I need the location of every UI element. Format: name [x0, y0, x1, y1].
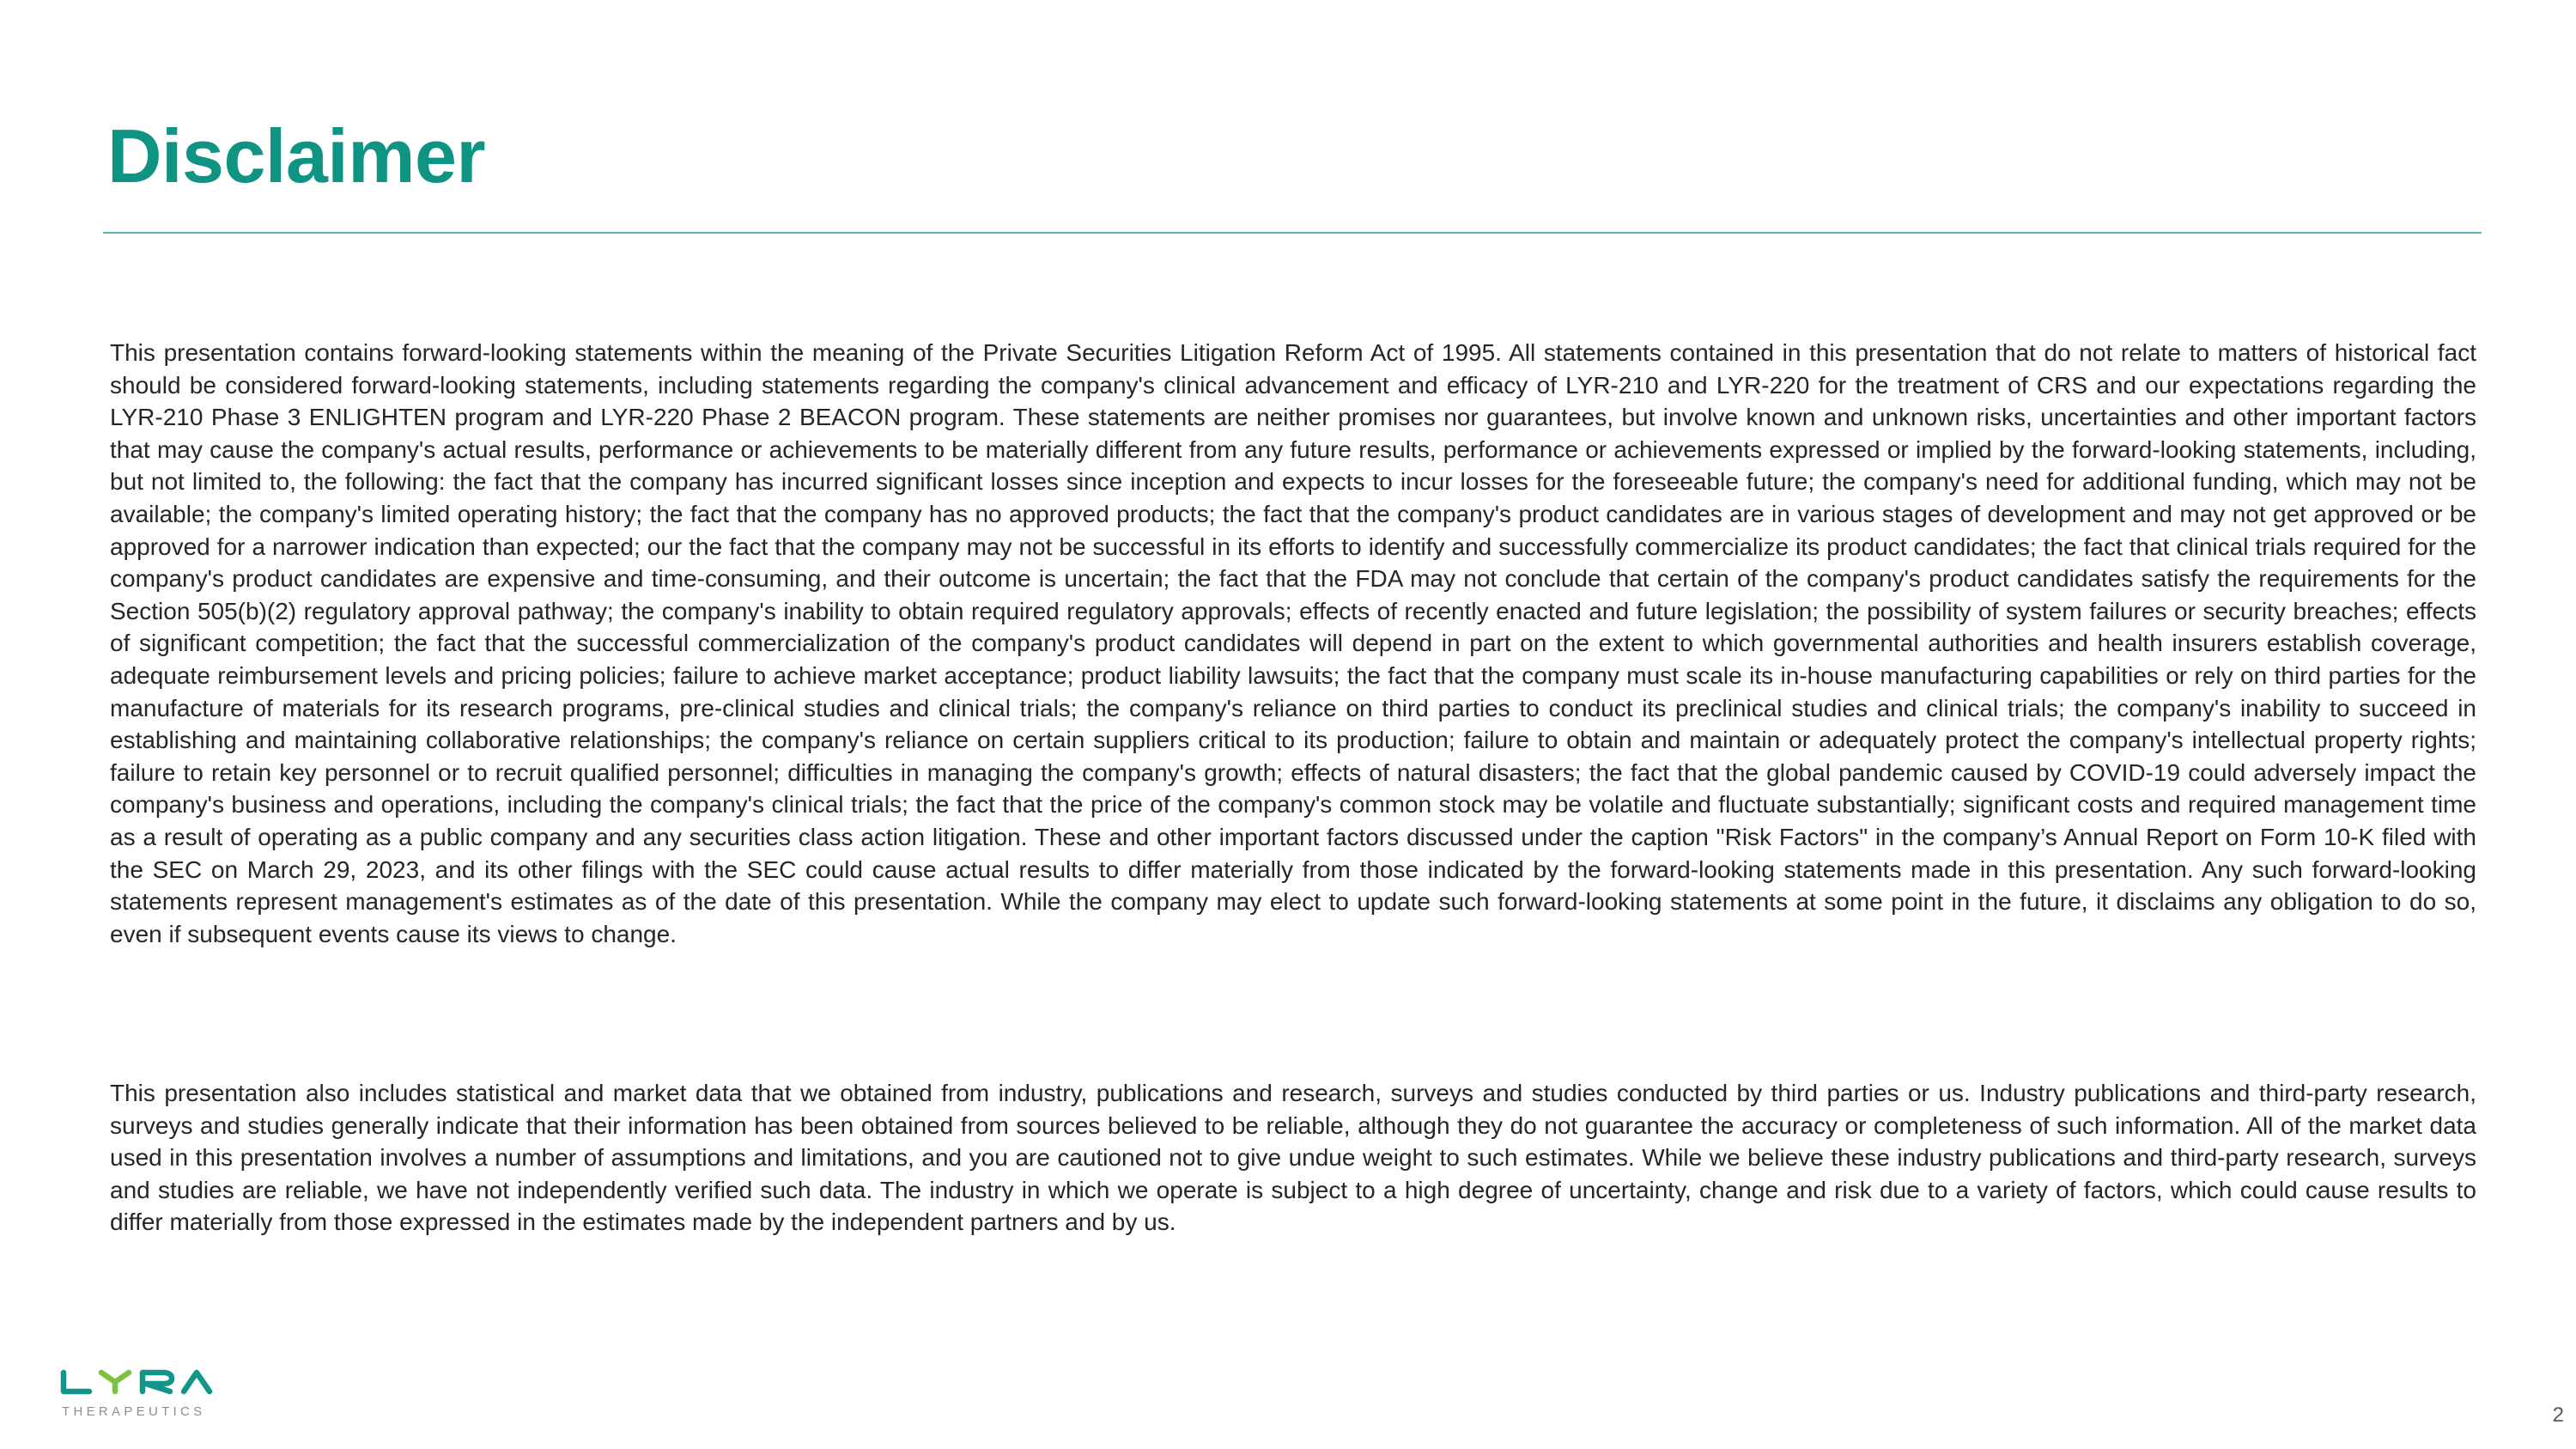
lyra-logo-graphic: [60, 1367, 240, 1424]
page-title: Disclaimer: [107, 113, 486, 198]
lyra-therapeutics-logo: [60, 1367, 240, 1424]
disclaimer-paragraph-forward-looking: This presentation contains forward-looking statements within the meaning of the Private Securities Litigation Reform Act of 1995. All statements contained in this presentation that do not relate to matters of historical fact should be considered forward-looking statements, including statements regarding the company's clinical advancement and efficacy of LYR-210 and LYR-220 for the treatment of CRS and our expectations regarding the LYR-210 Phase 3 ENLIGHTEN program and LYR-220 Phase 2 BEACON program. These statements are neither promises nor guarantees, but involve known and unknown risks, uncertainties and other important factors that may cause the company's actual results, performance or achievements to be materially different from any future results, performance or achievements expressed or implied by the forward-looking statements, including, but not limited to, the following: the fact that the company has incurred significant losses since inception and expects to incur losses for the foreseeable future; the company's need for additional funding, which may not be available; the company's limited operating history; the fact that the company has no approved products; the fact that the company's product candidates are in various stages of development and may not get approved or be approved for a narrower indication than expected; our the fact that the company may not be successful in its efforts to identify and successfully commercialize its product candidates; the fact that clinical trials required for the company's product candidates are expensive and time-consuming, and their outcome is uncertain; the fact that the FDA may not conclude that certain of the company's product candidates satisfy the requirements for the Section 505(b)(2) regulatory approval pathway; the company's inability to obtain required regulatory approvals; effects of recently enacted and future legislation; the possibility of system failures or security breaches; effects of significant competition; the fact that the successful commercialization of the company's product candidates will depend in part on the extent to which governmental authorities and health insurers establish coverage, adequate reimbursement levels and pricing policies; failure to achieve market acceptance; product liability lawsuits; the fact that the company must scale its in-house manufacturing capabilities or rely on third parties for the manufacture of materials for its research programs, pre-clinical studies and clinical trials; the company's reliance on third parties to conduct its preclinical studies and clinical trials; the company's inability to succeed in establishing and maintaining collaborative relationships; the company's reliance on certain suppliers critical to its production; failure to obtain and maintain or adequately protect the company's intellectual property rights; failure to retain key personnel or to recruit qualified personnel; difficulties in managing the company's growth; effects of natural disasters; the fact that the global pandemic caused by COVID-19 could adversely impact the company's business and operations, including the company's clinical trials; the fact that the price of the company's common stock may be volatile and fluctuate substantially; significant costs and required management time as a result of operating as a public company and any securities class action litigation. These and other important factors discussed under the caption "Risk Factors" in the company’s Annual Report on Form 10-K filed with the SEC on March 29, 2023, and its other filings with the SEC could cause actual results to differ materially from those indicated by the forward-looking statements made in this presentation. Any such forward-looking statements represent management's estimates as of the date of this presentation. While the company may elect to update such forward-looking statements at some point in the future, it disclaims any obligation to do so, even if subsequent events cause its views to change.: [110, 339, 2476, 947]
page-number: 2: [2552, 1403, 2564, 1427]
disclaimer-paragraph-market-data: This presentation also includes statistical and market data that we obtained from industry, publications and research, surveys and studies conducted by third parties or us. Industry publications and third-party research, surveys and studies generally indicate that their information has been obtained from sources believed to be reliable, although they do not guarantee the accuracy or completeness of such information. All of the market data used in this presentation involves a number of assumptions and limitations, and you are cautioned not to give undue weight to such estimates. While we believe these industry publications and third-party research, surveys and studies are reliable, we have not independently verified such data. The industry in which we operate is subject to a high degree of uncertainty, change and risk due to a variety of factors, which could cause results to differ materially from those expressed in the estimates made by the independent partners and by us.: [110, 1080, 2476, 1236]
title-divider: [103, 232, 2482, 234]
svg-text:THERAPEUTICS: THERAPEUTICS: [62, 1404, 206, 1419]
